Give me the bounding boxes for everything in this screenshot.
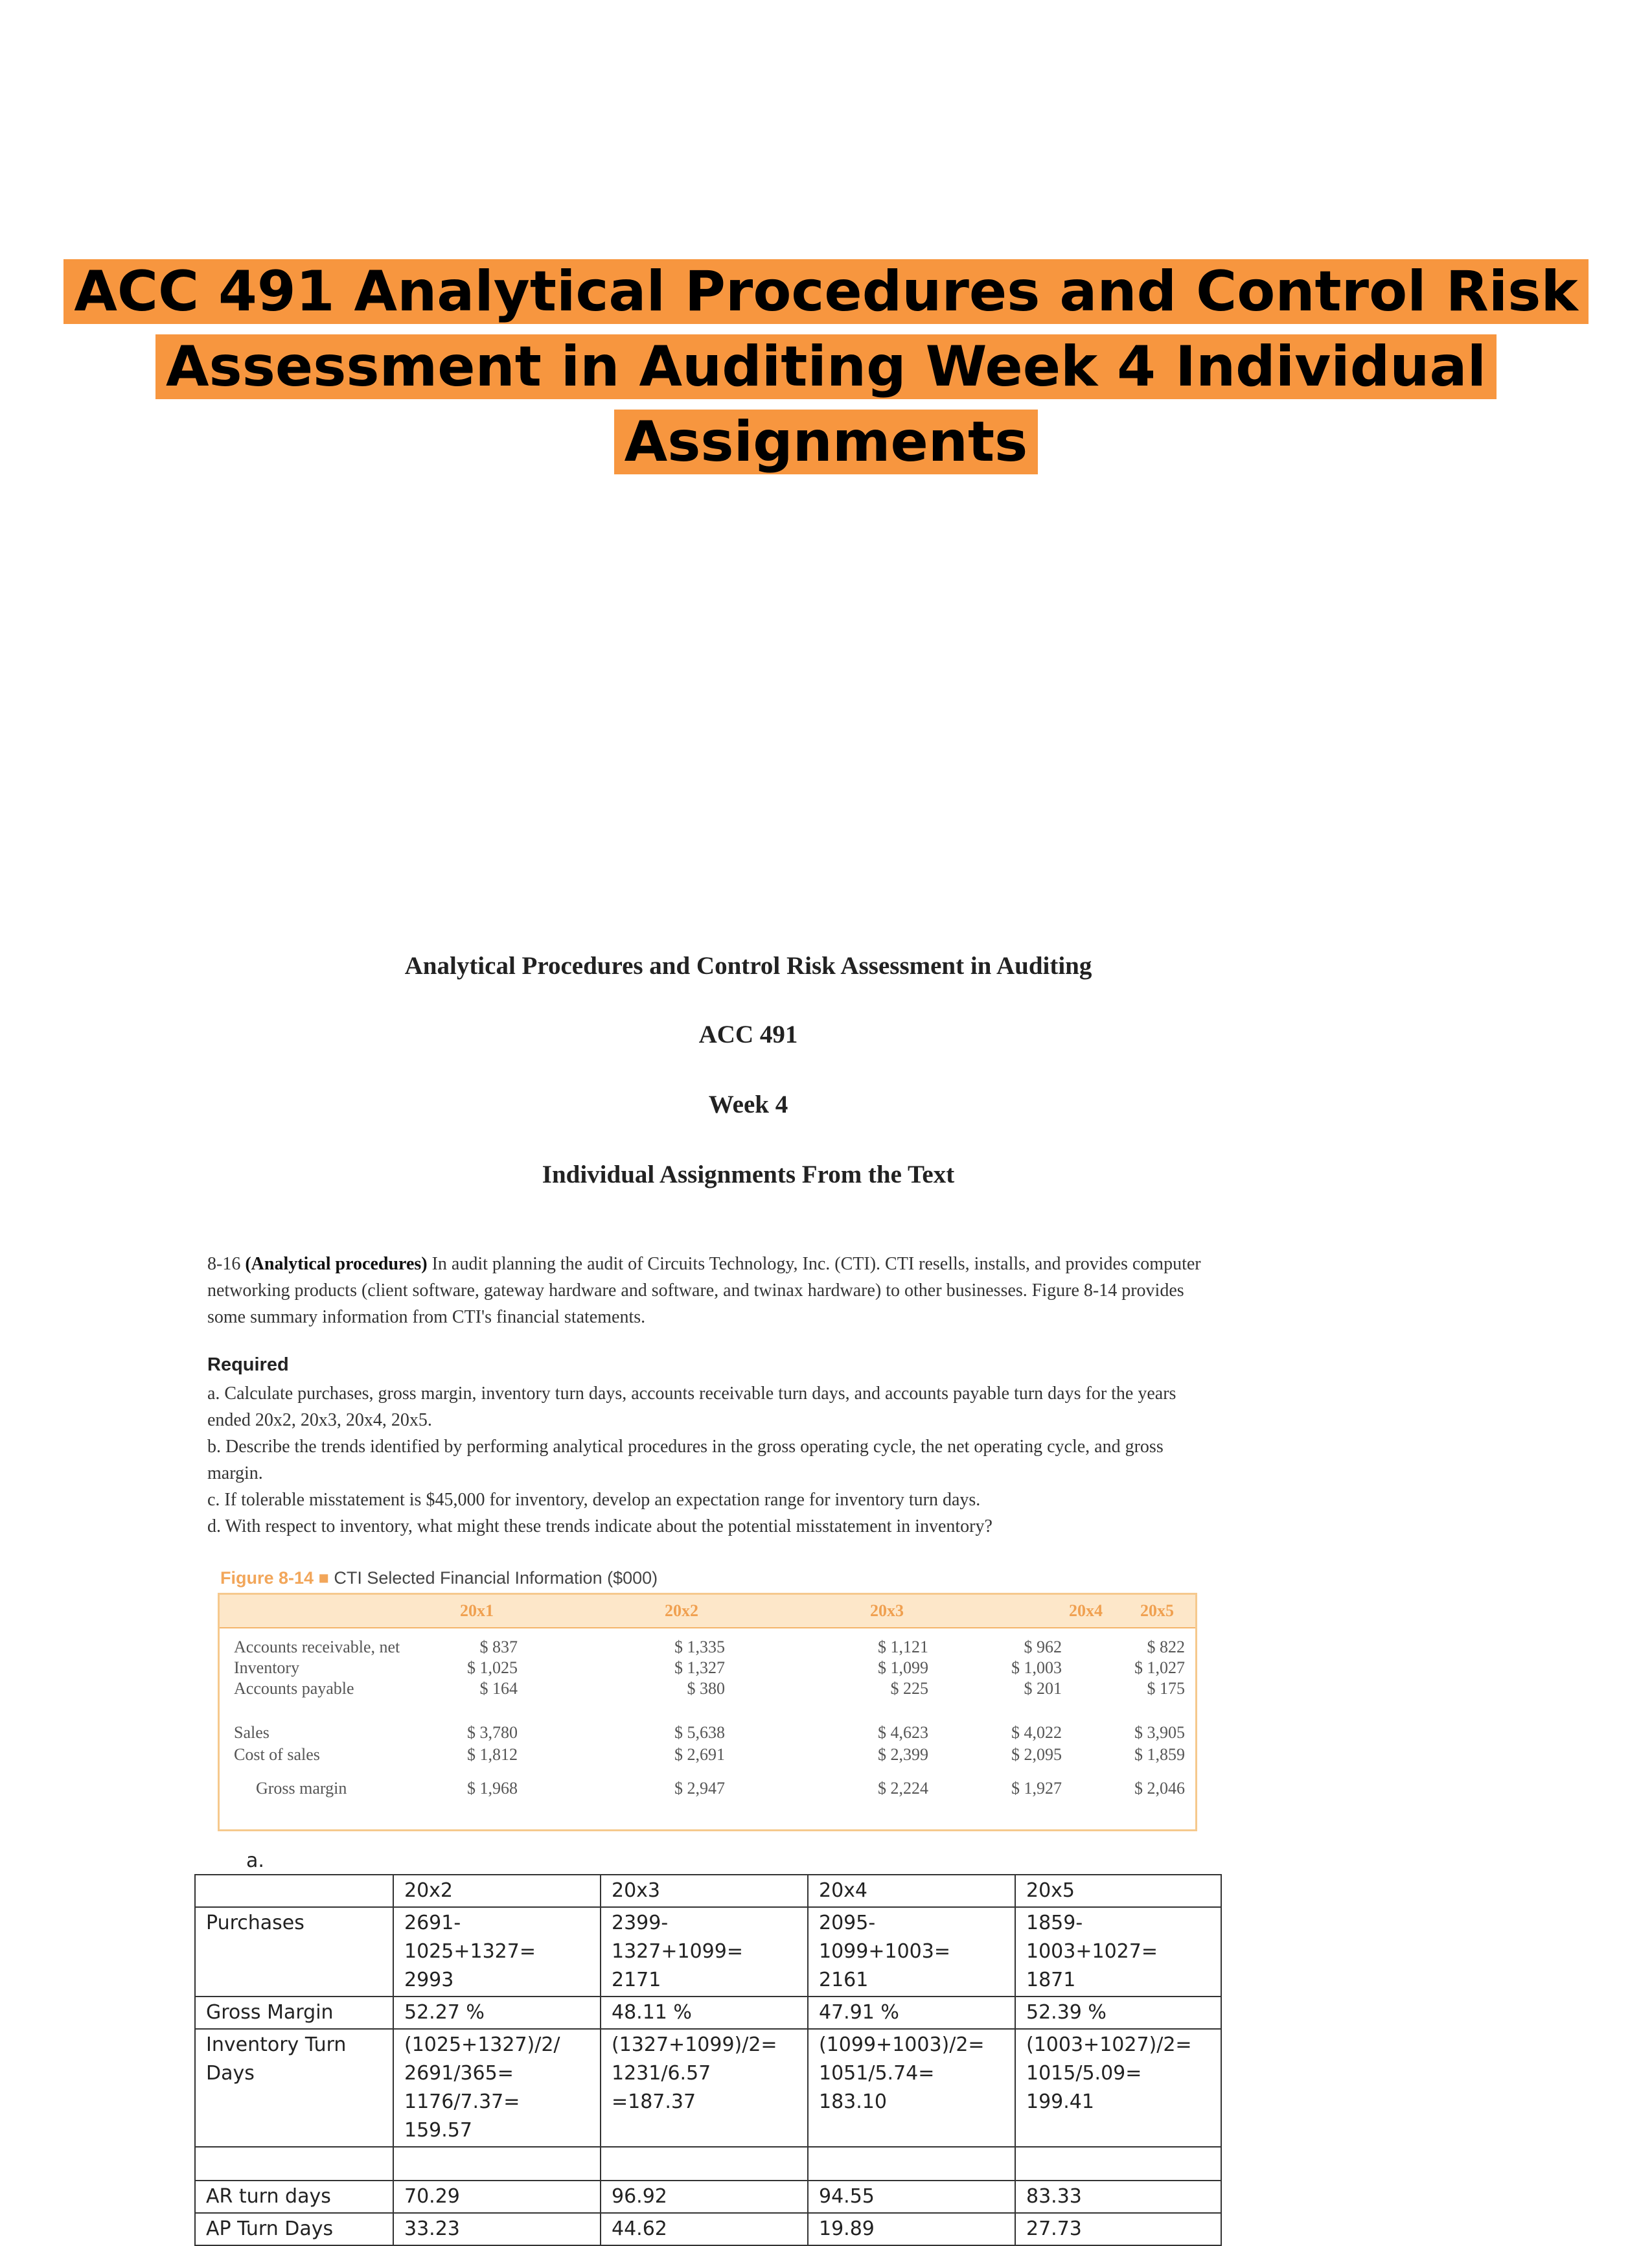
doc-course: ACC 491 <box>698 1021 798 1048</box>
figure-table <box>218 1593 1197 1831</box>
table-cell: 48.11 % <box>601 1997 808 2029</box>
figure-cell: $ 1,968 <box>467 1779 518 1798</box>
table-header-cell: 20x4 <box>808 1875 1015 1907</box>
figure-cell: $ 1,027 <box>1134 1658 1185 1677</box>
table-cell: 2399-1327+1099= 2171 <box>601 1907 808 1997</box>
table-cell: (1025+1327)/2/ 2691/365= 1176/7.37= 159.57 <box>393 2029 601 2147</box>
figure-cell: $ 201 <box>1024 1679 1062 1698</box>
problem-text: In audit planning the audit of Circuits Technology, Inc. (CTI). CTI resells, installs, and provides computer networking products (client software, gateway hardware and software, and twinax hardware) to other businesses. Figure 8-14 provides some summary information from CTI's financial statements. <box>207 1254 1201 1327</box>
figure-cell: $ 2,399 <box>878 1745 928 1764</box>
table-header-cell: 20x3 <box>601 1875 808 1907</box>
figure-cell: $ 225 <box>890 1679 928 1698</box>
figure-year: 20x2 <box>665 1601 698 1620</box>
required-item: d. With respect to inventory, what might these trends indicate about the potential misstatement in inventory? <box>207 1516 992 1536</box>
figure-cell: $ 3,905 <box>1134 1723 1185 1742</box>
figure-cell: $ 822 <box>1147 1638 1185 1656</box>
table-cell: 94.55 <box>808 2181 1015 2213</box>
table-cell: (1327+1099)/2= 1231/6.57 =187.37 <box>601 2029 808 2147</box>
figure-cell: $ 1,335 <box>674 1638 725 1656</box>
problem-intro <box>207 1251 1205 1330</box>
figure-caption <box>220 1568 658 1588</box>
figure-number: Figure 8-14 <box>220 1568 314 1588</box>
title-line-2: Assessment in Auditing Week 4 Individual <box>155 334 1497 399</box>
table-row <box>195 2181 1221 2213</box>
figure-cell: $ 1,927 <box>1011 1779 1062 1798</box>
table-header-cell: 20x5 <box>1015 1875 1221 1907</box>
table-cell: (1003+1027)/2= 1015/5.09= 199.41 <box>1015 2029 1221 2147</box>
figure-cell: $ 2,046 <box>1134 1779 1185 1798</box>
figure-cell: $ 3,780 <box>467 1723 518 1742</box>
figure-cell: $ 1,327 <box>674 1658 725 1677</box>
table-header-row <box>195 1875 1221 1907</box>
figure-cell: $ 1,859 <box>1134 1745 1185 1764</box>
figure-cell: $ 5,638 <box>674 1723 725 1742</box>
figure-caption-text: CTI Selected Financial Information ($000) <box>334 1568 658 1588</box>
figure-row-label: Inventory <box>234 1658 300 1677</box>
table-row <box>195 1907 1221 1997</box>
required-list <box>207 1380 1205 1540</box>
doc-heading: Analytical Procedures and Control Risk Assessment in Auditing <box>404 952 1092 980</box>
table-cell: 19.89 <box>808 2213 1015 2245</box>
figure-row-label: Sales <box>234 1723 270 1742</box>
figure-cell: $ 175 <box>1147 1679 1185 1698</box>
figure-cell: $ 380 <box>687 1679 725 1698</box>
figure-year: 20x3 <box>870 1601 904 1620</box>
figure-cell: $ 4,022 <box>1011 1723 1062 1742</box>
figure-cell: $ 2,947 <box>674 1779 725 1798</box>
table-header-cell <box>195 1875 393 1907</box>
figure-bullet: ■ <box>318 1568 329 1588</box>
table-cell: 70.29 <box>393 2181 601 2213</box>
table-row <box>195 2029 1221 2147</box>
doc-subheading: Individual Assignments From the Text <box>542 1161 955 1188</box>
required-item: a. Calculate purchases, gross margin, inventory turn days, accounts receivable turn days, and accounts payable turn days for the years ended 20x2, 20x3, 20x4, 20x5. <box>207 1383 1176 1430</box>
figure-row-label: Cost of sales <box>234 1745 320 1764</box>
figure-cell: $ 1,812 <box>467 1745 518 1764</box>
title-line-3: Assignments <box>614 410 1038 474</box>
doc-week: Week 4 <box>708 1091 788 1118</box>
table-cell: (1099+1003)/2= 1051/5.74= 183.10 <box>808 2029 1015 2147</box>
table-cell: 2095-1099+1003= 2161 <box>808 1907 1015 1997</box>
figure-row-label: Accounts payable <box>234 1679 354 1698</box>
title-line-1: ACC 491 Analytical Procedures and Control Risk <box>63 259 1588 324</box>
figure-year: 20x4 <box>1069 1601 1103 1620</box>
table-cell: 96.92 <box>601 2181 808 2213</box>
figure-cell: $ 1,003 <box>1011 1658 1062 1677</box>
problem-title: (Analytical procedures) <box>245 1254 428 1274</box>
required-item: c. If tolerable misstatement is $45,000 for inventory, develop an expectation range for inventory turn days. <box>207 1490 981 1510</box>
row-label: AR turn days <box>195 2181 393 2213</box>
table-row-spacer <box>195 2147 1221 2181</box>
table-cell: 44.62 <box>601 2213 808 2245</box>
problem-number: 8-16 <box>207 1254 241 1274</box>
required-item: b. Describe the trends identified by performing analytical procedures in the gross operating cycle, the net operating cycle, and gross margin. <box>207 1437 1164 1483</box>
figure-cell: $ 2,691 <box>674 1745 725 1764</box>
row-label: Inventory Turn Days <box>195 2029 393 2147</box>
row-label: Gross Margin <box>195 1997 393 2029</box>
table-row <box>195 1997 1221 2029</box>
table-cell: 33.23 <box>393 2213 601 2245</box>
table-cell: 52.39 % <box>1015 1997 1221 2029</box>
row-label: Purchases <box>195 1907 393 1997</box>
figure-cell: $ 4,623 <box>878 1723 928 1742</box>
table-cell: 27.73 <box>1015 2213 1221 2245</box>
figure-cell: $ 2,095 <box>1011 1745 1062 1764</box>
row-label: AP Turn Days <box>195 2213 393 2245</box>
figure-year: 20x1 <box>460 1601 494 1620</box>
figure-year: 20x5 <box>1140 1601 1174 1620</box>
answer-table <box>194 1874 1222 2246</box>
table-cell: 52.27 % <box>393 1997 601 2029</box>
figure-row-label: Gross margin <box>256 1779 347 1798</box>
figure-cell: $ 164 <box>479 1679 518 1698</box>
figure-cell: $ 837 <box>479 1638 518 1656</box>
required-title: Required <box>207 1354 289 1375</box>
figure-cell: $ 1,025 <box>467 1658 518 1677</box>
figure-cell: $ 1,121 <box>878 1638 928 1656</box>
table-cell: 1859-1003+1027= 1871 <box>1015 1907 1221 1997</box>
figure-row-label: Accounts receivable, net <box>234 1638 400 1656</box>
table-cell: 47.91 % <box>808 1997 1015 2029</box>
table-row <box>195 2213 1221 2245</box>
figure-cell: $ 1,099 <box>878 1658 928 1677</box>
table-cell: 2691-1025+1327= 2993 <box>393 1907 601 1997</box>
table-cell: 83.33 <box>1015 2181 1221 2213</box>
table-header-cell: 20x2 <box>393 1875 601 1907</box>
figure-cell: $ 2,224 <box>878 1779 928 1798</box>
figure-cell: $ 962 <box>1024 1638 1062 1656</box>
part-a-label: a. <box>246 1849 264 1872</box>
